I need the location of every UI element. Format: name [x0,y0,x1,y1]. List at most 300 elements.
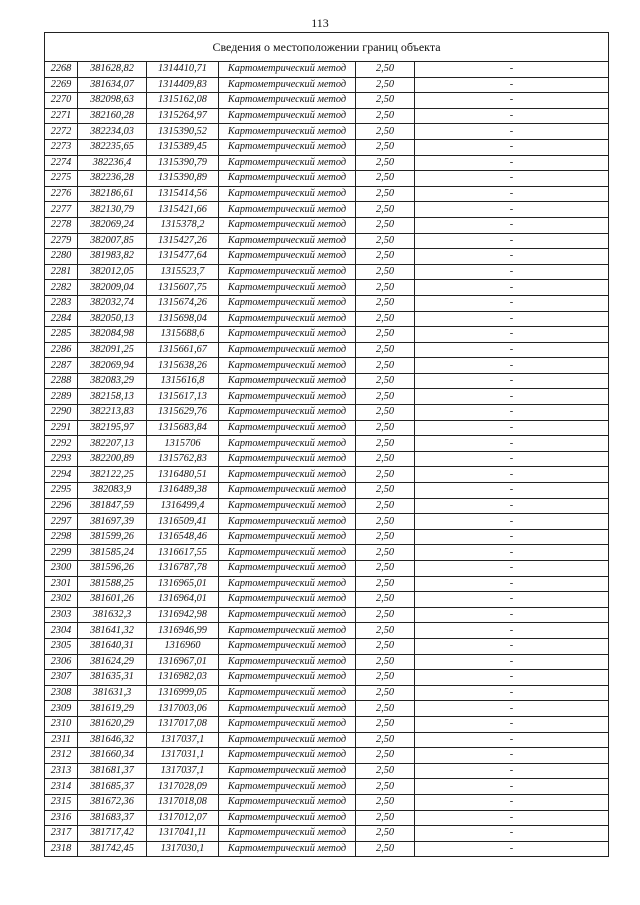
table-row [45,592,609,608]
table-row [45,748,609,764]
cell-coordinate-y: 1316960 [147,638,219,654]
cell-method: Картометрический метод [219,685,356,701]
cell-coordinate-y: 1316946,99 [147,623,219,639]
cell-point-number: 2280 [45,249,78,265]
cell-accuracy: 2,50 [356,77,415,93]
table-row [45,264,609,280]
cell-coordinate-x: 382235,65 [78,139,147,155]
cell-coordinate-y: 1315617,13 [147,389,219,405]
cell-coordinate-x: 382158,13 [78,389,147,405]
cell-method: Картометрический метод [219,295,356,311]
cell-coordinate-y: 1317012,07 [147,810,219,826]
cell-description: - [415,62,609,78]
cell-description: - [415,810,609,826]
boundary-table-container [44,32,608,857]
cell-point-number: 2305 [45,638,78,654]
cell-coordinate-x: 382069,94 [78,358,147,374]
cell-coordinate-y: 1316548,46 [147,529,219,545]
cell-description: - [415,93,609,109]
cell-description: - [415,405,609,421]
cell-coordinate-y: 1316999,05 [147,685,219,701]
cell-description: - [415,498,609,514]
cell-method: Картометрический метод [219,139,356,155]
cell-description: - [415,264,609,280]
cell-accuracy: 2,50 [356,794,415,810]
cell-accuracy: 2,50 [356,748,415,764]
cell-coordinate-x: 382207,13 [78,436,147,452]
cell-description: - [415,561,609,577]
cell-coordinate-y: 1315762,83 [147,451,219,467]
cell-accuracy: 2,50 [356,763,415,779]
cell-point-number: 2283 [45,295,78,311]
cell-description: - [415,685,609,701]
table-row [45,529,609,545]
cell-method: Картометрический метод [219,342,356,358]
cell-point-number: 2311 [45,732,78,748]
cell-accuracy: 2,50 [356,295,415,311]
table-row [45,155,609,171]
cell-description: - [415,607,609,623]
cell-point-number: 2284 [45,311,78,327]
cell-method: Картометрический метод [219,576,356,592]
cell-description: - [415,716,609,732]
cell-description: - [415,373,609,389]
cell-coordinate-x: 382213,83 [78,405,147,421]
table-row [45,451,609,467]
cell-method: Картометрический метод [219,186,356,202]
cell-coordinate-y: 1317028,09 [147,779,219,795]
cell-accuracy: 2,50 [356,561,415,577]
cell-coordinate-x: 382200,89 [78,451,147,467]
cell-description: - [415,826,609,842]
table-row [45,342,609,358]
cell-accuracy: 2,50 [356,841,415,857]
cell-accuracy: 2,50 [356,716,415,732]
cell-point-number: 2285 [45,327,78,343]
cell-description: - [415,670,609,686]
cell-description: - [415,545,609,561]
cell-coordinate-x: 381585,24 [78,545,147,561]
cell-point-number: 2302 [45,592,78,608]
table-row [45,514,609,530]
cell-coordinate-y: 1316942,98 [147,607,219,623]
cell-coordinate-x: 382236,4 [78,155,147,171]
table-row [45,420,609,436]
table-row [45,311,609,327]
cell-method: Картометрический метод [219,716,356,732]
cell-accuracy: 2,50 [356,779,415,795]
cell-description: - [415,529,609,545]
table-row [45,623,609,639]
table-row [45,139,609,155]
cell-coordinate-x: 382186,61 [78,186,147,202]
table-row [45,826,609,842]
cell-coordinate-x: 382130,79 [78,202,147,218]
table-row [45,467,609,483]
cell-method: Картометрический метод [219,794,356,810]
cell-method: Картометрический метод [219,373,356,389]
table-row [45,576,609,592]
cell-description: - [415,654,609,670]
table-row [45,295,609,311]
cell-point-number: 2271 [45,108,78,124]
cell-point-number: 2299 [45,545,78,561]
cell-method: Картометрический метод [219,202,356,218]
table-row [45,108,609,124]
table-row [45,794,609,810]
cell-point-number: 2272 [45,124,78,140]
cell-coordinate-y: 1315674,26 [147,295,219,311]
table-row [45,436,609,452]
cell-description: - [415,186,609,202]
table-row [45,77,609,93]
table-row [45,202,609,218]
cell-coordinate-x: 382236,28 [78,171,147,187]
cell-coordinate-x: 381619,29 [78,701,147,717]
cell-description: - [415,249,609,265]
cell-description: - [415,638,609,654]
cell-coordinate-x: 381660,34 [78,748,147,764]
cell-description: - [415,701,609,717]
cell-coordinate-y: 1315427,26 [147,233,219,249]
cell-method: Картометрический метод [219,623,356,639]
cell-method: Картометрический метод [219,420,356,436]
cell-method: Картометрический метод [219,249,356,265]
table-row [45,810,609,826]
cell-coordinate-x: 381640,31 [78,638,147,654]
cell-method: Картометрический метод [219,451,356,467]
table-row [45,124,609,140]
cell-description: - [415,592,609,608]
cell-coordinate-x: 381631,3 [78,685,147,701]
cell-accuracy: 2,50 [356,607,415,623]
cell-accuracy: 2,50 [356,280,415,296]
cell-coordinate-y: 1316967,01 [147,654,219,670]
cell-accuracy: 2,50 [356,233,415,249]
cell-accuracy: 2,50 [356,529,415,545]
cell-coordinate-y: 1316964,01 [147,592,219,608]
cell-coordinate-x: 382091,25 [78,342,147,358]
cell-point-number: 2295 [45,483,78,499]
cell-coordinate-x: 382160,28 [78,108,147,124]
cell-coordinate-x: 381717,42 [78,826,147,842]
cell-point-number: 2296 [45,498,78,514]
cell-point-number: 2282 [45,280,78,296]
cell-point-number: 2278 [45,217,78,233]
table-row [45,62,609,78]
cell-description: - [415,295,609,311]
cell-description: - [415,155,609,171]
cell-coordinate-y: 1317030,1 [147,841,219,857]
cell-point-number: 2293 [45,451,78,467]
cell-coordinate-x: 381624,29 [78,654,147,670]
cell-point-number: 2297 [45,514,78,530]
cell-method: Картометрический метод [219,654,356,670]
table-row [45,233,609,249]
cell-description: - [415,732,609,748]
cell-accuracy: 2,50 [356,467,415,483]
cell-description: - [415,311,609,327]
cell-coordinate-x: 381847,59 [78,498,147,514]
cell-accuracy: 2,50 [356,93,415,109]
cell-point-number: 2306 [45,654,78,670]
cell-accuracy: 2,50 [356,155,415,171]
cell-coordinate-x: 381685,37 [78,779,147,795]
table-row [45,638,609,654]
cell-coordinate-x: 382032,74 [78,295,147,311]
cell-method: Картометрический метод [219,264,356,280]
table-row [45,685,609,701]
cell-coordinate-x: 381646,32 [78,732,147,748]
cell-coordinate-x: 381632,3 [78,607,147,623]
cell-point-number: 2269 [45,77,78,93]
table-row [45,561,609,577]
cell-coordinate-y: 1315389,45 [147,139,219,155]
cell-method: Картометрический метод [219,670,356,686]
cell-method: Картометрический метод [219,529,356,545]
cell-coordinate-y: 1316480,51 [147,467,219,483]
cell-method: Картометрический метод [219,826,356,842]
cell-accuracy: 2,50 [356,701,415,717]
cell-accuracy: 2,50 [356,311,415,327]
cell-accuracy: 2,50 [356,638,415,654]
cell-point-number: 2298 [45,529,78,545]
cell-point-number: 2300 [45,561,78,577]
cell-coordinate-x: 381672,36 [78,794,147,810]
cell-coordinate-y: 1317031,1 [147,748,219,764]
cell-coordinate-y: 1315390,79 [147,155,219,171]
cell-coordinate-y: 1315607,75 [147,280,219,296]
cell-coordinate-y: 1316787,78 [147,561,219,577]
cell-point-number: 2270 [45,93,78,109]
cell-coordinate-y: 1315477,64 [147,249,219,265]
cell-accuracy: 2,50 [356,327,415,343]
cell-coordinate-x: 382069,24 [78,217,147,233]
cell-method: Картометрический метод [219,280,356,296]
cell-coordinate-y: 1317003,06 [147,701,219,717]
cell-method: Картометрический метод [219,155,356,171]
table-row [45,405,609,421]
cell-point-number: 2294 [45,467,78,483]
cell-accuracy: 2,50 [356,623,415,639]
cell-accuracy: 2,50 [356,545,415,561]
cell-coordinate-y: 1315264,97 [147,108,219,124]
table-row [45,217,609,233]
table-row [45,358,609,374]
table-row [45,545,609,561]
cell-description: - [415,358,609,374]
boundary-coordinates-table [44,32,609,857]
cell-coordinate-y: 1314410,71 [147,62,219,78]
cell-coordinate-y: 1315378,2 [147,217,219,233]
cell-coordinate-x: 382083,9 [78,483,147,499]
cell-point-number: 2279 [45,233,78,249]
table-row [45,779,609,795]
table-row [45,389,609,405]
cell-coordinate-x: 381620,29 [78,716,147,732]
table-row [45,249,609,265]
cell-point-number: 2307 [45,670,78,686]
cell-coordinate-x: 381634,07 [78,77,147,93]
cell-accuracy: 2,50 [356,826,415,842]
cell-coordinate-x: 381628,82 [78,62,147,78]
cell-point-number: 2281 [45,264,78,280]
cell-description: - [415,841,609,857]
cell-description: - [415,389,609,405]
cell-point-number: 2316 [45,810,78,826]
cell-accuracy: 2,50 [356,373,415,389]
cell-method: Картометрический метод [219,592,356,608]
table-row [45,93,609,109]
table-row [45,186,609,202]
cell-description: - [415,217,609,233]
cell-method: Картометрический метод [219,810,356,826]
cell-point-number: 2317 [45,826,78,842]
cell-accuracy: 2,50 [356,405,415,421]
cell-coordinate-x: 382098,63 [78,93,147,109]
cell-method: Картометрический метод [219,93,356,109]
cell-coordinate-y: 1315616,8 [147,373,219,389]
cell-accuracy: 2,50 [356,498,415,514]
cell-accuracy: 2,50 [356,810,415,826]
cell-coordinate-y: 1315162,08 [147,93,219,109]
cell-method: Картометрический метод [219,701,356,717]
cell-accuracy: 2,50 [356,108,415,124]
cell-point-number: 2310 [45,716,78,732]
cell-description: - [415,77,609,93]
table-row [45,841,609,857]
page-number: 113 [311,16,329,30]
table-row [45,483,609,499]
table-row [45,701,609,717]
cell-description: - [415,779,609,795]
cell-method: Картометрический метод [219,763,356,779]
cell-point-number: 2313 [45,763,78,779]
cell-accuracy: 2,50 [356,670,415,686]
cell-accuracy: 2,50 [356,514,415,530]
cell-coordinate-y: 1315390,89 [147,171,219,187]
cell-point-number: 2275 [45,171,78,187]
cell-coordinate-y: 1316489,38 [147,483,219,499]
cell-point-number: 2312 [45,748,78,764]
table-row [45,373,609,389]
cell-method: Картометрический метод [219,514,356,530]
cell-point-number: 2290 [45,405,78,421]
cell-description: - [415,748,609,764]
cell-coordinate-x: 382234,03 [78,124,147,140]
cell-description: - [415,467,609,483]
cell-method: Картометрический метод [219,498,356,514]
cell-method: Картометрический метод [219,171,356,187]
cell-accuracy: 2,50 [356,483,415,499]
cell-method: Картометрический метод [219,233,356,249]
cell-method: Картометрический метод [219,389,356,405]
cell-description: - [415,202,609,218]
cell-accuracy: 2,50 [356,420,415,436]
table-row [45,670,609,686]
cell-method: Картометрический метод [219,358,356,374]
cell-coordinate-x: 381681,37 [78,763,147,779]
cell-coordinate-y: 1316617,55 [147,545,219,561]
cell-coordinate-y: 1315661,67 [147,342,219,358]
cell-point-number: 2286 [45,342,78,358]
cell-point-number: 2289 [45,389,78,405]
cell-coordinate-y: 1315683,84 [147,420,219,436]
cell-description: - [415,280,609,296]
cell-method: Картометрический метод [219,124,356,140]
cell-coordinate-y: 1316982,03 [147,670,219,686]
cell-coordinate-x: 381742,45 [78,841,147,857]
cell-accuracy: 2,50 [356,202,415,218]
cell-coordinate-x: 382012,05 [78,264,147,280]
cell-description: - [415,436,609,452]
cell-description: - [415,794,609,810]
cell-coordinate-x: 381641,32 [78,623,147,639]
cell-coordinate-y: 1316509,41 [147,514,219,530]
cell-coordinate-y: 1315390,52 [147,124,219,140]
cell-coordinate-y: 1314409,83 [147,77,219,93]
cell-coordinate-y: 1315629,76 [147,405,219,421]
cell-accuracy: 2,50 [356,358,415,374]
cell-coordinate-y: 1317037,1 [147,732,219,748]
cell-coordinate-x: 382007,85 [78,233,147,249]
cell-accuracy: 2,50 [356,186,415,202]
cell-method: Картометрический метод [219,607,356,623]
table-row [45,498,609,514]
cell-accuracy: 2,50 [356,217,415,233]
cell-accuracy: 2,50 [356,249,415,265]
cell-coordinate-y: 1317017,08 [147,716,219,732]
cell-method: Картометрический метод [219,108,356,124]
cell-accuracy: 2,50 [356,451,415,467]
cell-description: - [415,420,609,436]
cell-method: Картометрический метод [219,779,356,795]
cell-point-number: 2304 [45,623,78,639]
cell-method: Картометрический метод [219,545,356,561]
cell-description: - [415,233,609,249]
cell-accuracy: 2,50 [356,389,415,405]
cell-point-number: 2292 [45,436,78,452]
cell-method: Картометрический метод [219,436,356,452]
cell-point-number: 2287 [45,358,78,374]
cell-description: - [415,327,609,343]
cell-method: Картометрический метод [219,561,356,577]
cell-point-number: 2288 [45,373,78,389]
cell-point-number: 2308 [45,685,78,701]
table-row [45,763,609,779]
cell-method: Картометрический метод [219,638,356,654]
cell-accuracy: 2,50 [356,654,415,670]
cell-coordinate-x: 382084,98 [78,327,147,343]
cell-method: Картометрический метод [219,311,356,327]
cell-point-number: 2303 [45,607,78,623]
cell-method: Картометрический метод [219,77,356,93]
cell-coordinate-y: 1315688,6 [147,327,219,343]
table-row [45,654,609,670]
cell-coordinate-x: 382122,25 [78,467,147,483]
table-row [45,327,609,343]
cell-point-number: 2268 [45,62,78,78]
cell-coordinate-x: 381635,31 [78,670,147,686]
cell-point-number: 2314 [45,779,78,795]
cell-coordinate-y: 1316965,01 [147,576,219,592]
cell-description: - [415,623,609,639]
cell-accuracy: 2,50 [356,342,415,358]
cell-coordinate-y: 1315638,26 [147,358,219,374]
cell-accuracy: 2,50 [356,62,415,78]
table-row [45,716,609,732]
cell-description: - [415,451,609,467]
